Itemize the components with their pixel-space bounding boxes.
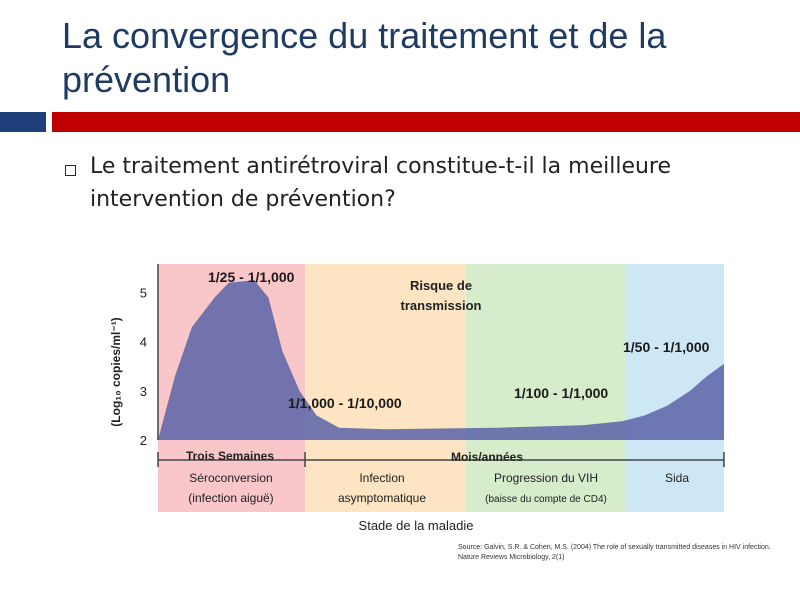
risk-label-1: 1/25 - 1/1,000 <box>208 269 295 285</box>
chart-title-line-2: transmission <box>400 298 482 313</box>
stage-sublabel-2: asymptomatique <box>337 491 427 505</box>
stage-label-2: Infection <box>359 471 405 485</box>
y-axis-label: (Log₁₀ copies/ml⁻¹) <box>109 317 123 427</box>
risk-label-2: 1/1,000 - 1/10,000 <box>288 395 402 411</box>
chart-title-line-1: Risque de <box>409 278 473 293</box>
y-tick-label: 2 <box>139 433 147 448</box>
bullet-text: Le traitement antirétroviral constitue-t-il la meilleure intervention de prévention? <box>90 154 672 212</box>
risk-label-3: 1/100 - 1/1,000 <box>514 385 609 401</box>
stage-sublabel-1: (infection aiguë) <box>188 491 274 505</box>
slide-title: La convergence du traitement et de la prévention <box>62 15 667 100</box>
timeline-label-1: Trois Semaines <box>185 449 275 463</box>
title-rule-red <box>52 112 800 132</box>
y-axis-ticks <box>140 286 147 448</box>
y-tick-label: 3 <box>139 383 147 399</box>
viral-load-chart <box>100 260 730 538</box>
x-axis-label: Stade de la maladie <box>358 518 474 533</box>
stage-label-3: Progression du VIH <box>493 471 599 485</box>
title-rule-blue <box>0 112 46 132</box>
y-tick-label: 4 <box>139 334 147 350</box>
risk-label-4: 1/50 - 1/1,000 <box>623 339 710 355</box>
bullet-square-icon <box>65 165 76 176</box>
y-tick-label: 5 <box>139 285 147 301</box>
stage-label-1: Séroconversion <box>189 471 273 485</box>
stage-sublabel-3: (baisse du compte de CD4) <box>485 494 607 505</box>
source-citation: Source: Galvin, S.R. & Cohen, M.S. (2004) The role of sexually transmitted diseases in HIV infection. Nature Reviews Microbiology, 2(1) <box>458 544 771 561</box>
timeline-label-2: Mois/années <box>450 450 524 464</box>
stage-label-4: Sida <box>664 471 690 485</box>
